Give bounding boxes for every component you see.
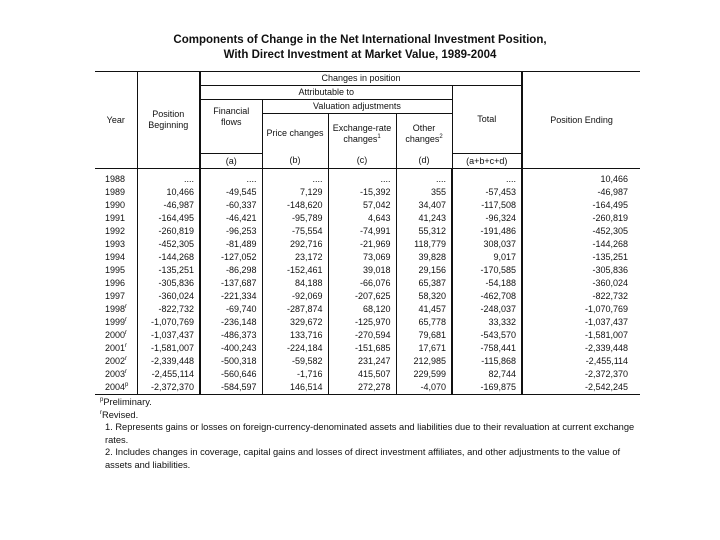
table-row [95,303,640,316]
table-row [95,277,640,290]
table-row [95,381,640,395]
value-cell: -486,373 [200,329,262,342]
value-cell: -60,337 [200,199,262,212]
table-row [95,368,640,381]
value-cell: -115,868 [452,355,522,368]
value-cell: -137,687 [200,277,262,290]
table-subtitle: With Direct Investment at Market Value, 1989-2004 [223,49,497,61]
value-cell: -822,732 [522,290,640,303]
value-cell: -822,732 [137,303,200,316]
value-cell: -270,594 [328,329,396,342]
value-cell: -2,455,114 [137,368,200,381]
table-row [95,212,640,225]
value-cell: 9,017 [452,251,522,264]
value-cell: 34,407 [396,199,452,212]
year-cell: 1999$^r$ [95,316,137,329]
value-cell: -305,836 [137,277,200,290]
table-row [95,199,640,212]
value-cell: 68,120 [328,303,396,316]
value-cell: -221,334 [200,290,262,303]
value-cell: 73,069 [328,251,396,264]
value-cell: -2,372,370 [137,381,200,395]
value-cell: -164,495 [137,212,200,225]
table-title: Components of Change in the Net International Investment Position, [173,34,547,46]
value-cell: -1,037,437 [137,329,200,342]
value-cell: 292,716 [262,238,328,251]
table-row [95,290,640,303]
year-cell: 1994 [95,251,137,264]
value-cell: -15,392 [328,186,396,199]
value-cell: -2,372,370 [522,368,640,381]
table-row [95,186,640,199]
table-row [95,225,640,238]
value-cell: -57,453 [452,186,522,199]
table-row [95,251,640,264]
value-cell: 329,672 [262,316,328,329]
value-cell: 65,387 [396,277,452,290]
header-ending: Position Ending [522,72,640,169]
value-cell: -96,253 [200,225,262,238]
header-total: Total [452,86,522,154]
value-cell: -144,268 [522,238,640,251]
value-cell: -127,052 [200,251,262,264]
value-cell: .... [262,169,328,187]
value-cell: 57,042 [328,199,396,212]
value-cell: 231,247 [328,355,396,368]
value-cell: 65,778 [396,316,452,329]
value-cell: -360,024 [522,277,640,290]
value-cell: -400,243 [200,342,262,355]
value-cell: 118,779 [396,238,452,251]
value-cell: 308,037 [452,238,522,251]
value-cell: 82,744 [452,368,522,381]
value-cell: -151,685 [328,342,396,355]
table-row [95,238,640,251]
value-cell: 272,278 [328,381,396,395]
value-cell: -248,037 [452,303,522,316]
value-cell: -169,875 [452,381,522,395]
value-cell: 229,599 [396,368,452,381]
value-cell: -81,489 [200,238,262,251]
table-row [95,169,640,187]
header-beginning: Position Beginning [137,72,200,169]
table-container [95,71,640,471]
header-valuation: Valuation adjustments [262,100,452,114]
value-cell: 146,514 [262,381,328,395]
year-cell: 2000$^r$ [95,329,137,342]
value-cell: -2,455,114 [522,355,640,368]
year-cell: 2002$^r$ [95,355,137,368]
year-cell: 1998$^r$ [95,303,137,316]
value-cell: -92,069 [262,290,328,303]
value-cell: .... [396,169,452,187]
value-cell: -2,339,448 [137,355,200,368]
header-attributable: Attributable to [200,86,452,100]
value-cell: -49,545 [200,186,262,199]
value-cell: 4,643 [328,212,396,225]
value-cell: -462,708 [452,290,522,303]
value-cell: 84,188 [262,277,328,290]
year-cell: 1996 [95,277,137,290]
value-cell: -260,819 [137,225,200,238]
value-cell: 212,985 [396,355,452,368]
header-price: Price changes [262,114,328,154]
year-cell: 1997 [95,290,137,303]
value-cell: 355 [396,186,452,199]
header-sum: (a+b+c+d) [452,154,522,169]
value-cell: -1,716 [262,368,328,381]
value-cell: -236,148 [200,316,262,329]
year-cell: 1992 [95,225,137,238]
value-cell: .... [452,169,522,187]
value-cell: -543,570 [452,329,522,342]
value-cell: -95,789 [262,212,328,225]
value-cell: -500,318 [200,355,262,368]
note-revised: $^r$Revised. [100,409,139,420]
investment-position-table [95,71,640,395]
value-cell: -66,076 [328,277,396,290]
header-financial: Financial flows [200,100,262,154]
value-cell: .... [200,169,262,187]
value-cell: 39,018 [328,264,396,277]
value-cell: .... [328,169,396,187]
year-cell: 1995 [95,264,137,277]
value-cell: -125,970 [328,316,396,329]
value-cell: -1,581,007 [522,329,640,342]
year-cell: 1990 [95,199,137,212]
value-cell: -4,070 [396,381,452,395]
header-exchange: Exchange-rate changes$^1$ [328,114,396,154]
note-2: 2. Includes changes in coverage, capital gains and losses of direct investment affiliates, and other adjustments to the value of assets and liabilities. [105,447,621,470]
value-cell: -117,508 [452,199,522,212]
value-cell: -452,305 [137,238,200,251]
value-cell: -560,646 [200,368,262,381]
table-row [95,264,640,277]
value-cell: -207,625 [328,290,396,303]
value-cell: -59,582 [262,355,328,368]
table-row [95,355,640,368]
value-cell: -164,495 [522,199,640,212]
value-cell: 23,172 [262,251,328,264]
value-cell: -86,298 [200,264,262,277]
table-row [95,316,640,329]
value-cell: 10,466 [137,186,200,199]
value-cell: 55,312 [396,225,452,238]
value-cell: -1,581,007 [137,342,200,355]
value-cell: 33,332 [452,316,522,329]
table-row [95,342,640,355]
value-cell: 39,828 [396,251,452,264]
value-cell: -46,421 [200,212,262,225]
value-cell: -21,969 [328,238,396,251]
header-other: Other changes$^2$ [396,114,452,154]
value-cell: -758,441 [452,342,522,355]
year-cell: 2003$^r$ [95,368,137,381]
header-changes: Changes in position [200,72,522,86]
value-cell: -260,819 [522,212,640,225]
value-cell: -287,874 [262,303,328,316]
value-cell: -54,188 [452,277,522,290]
value-cell: 29,156 [396,264,452,277]
header-c: (c) [328,154,396,169]
value-cell: 17,671 [396,342,452,355]
value-cell: -46,987 [137,199,200,212]
value-cell: 415,507 [328,368,396,381]
value-cell: -2,339,448 [522,342,640,355]
year-cell: 1993 [95,238,137,251]
value-cell: -452,305 [522,225,640,238]
value-cell: -224,184 [262,342,328,355]
footnotes [95,396,640,471]
value-cell: 41,243 [396,212,452,225]
value-cell: -46,987 [522,186,640,199]
note-preliminary: $^p$Preliminary. [100,396,152,407]
value-cell: 133,716 [262,329,328,342]
value-cell: -74,991 [328,225,396,238]
value-cell: -75,554 [262,225,328,238]
value-cell: -1,037,437 [522,316,640,329]
value-cell: -96,324 [452,212,522,225]
value-cell: -135,251 [137,264,200,277]
value-cell: 41,457 [396,303,452,316]
value-cell: .... [137,169,200,187]
year-cell: 1989 [95,186,137,199]
header-year: Year [95,72,137,169]
value-cell: -135,251 [522,251,640,264]
value-cell: -148,620 [262,199,328,212]
value-cell: -69,740 [200,303,262,316]
header-b: (b) [262,154,328,169]
value-cell: 7,129 [262,186,328,199]
value-cell: 58,320 [396,290,452,303]
value-cell: -152,461 [262,264,328,277]
value-cell: -360,024 [137,290,200,303]
value-cell: -144,268 [137,251,200,264]
value-cell: -305,836 [522,264,640,277]
header-d: (d) [396,154,452,169]
value-cell: -170,585 [452,264,522,277]
note-1: 1. Represents gains or losses on foreign-currency-denominated assets and liabilities due to their revaluation at current exchange rates. [105,422,635,445]
value-cell: -2,542,245 [522,381,640,395]
year-cell: 1991 [95,212,137,225]
value-cell: 79,681 [396,329,452,342]
value-cell: 10,466 [522,169,640,187]
header-a: (a) [200,154,262,169]
year-cell: 1988 [95,169,137,187]
year-cell: 2001$^r$ [95,342,137,355]
value-cell: -1,070,769 [522,303,640,316]
value-cell: -1,070,769 [137,316,200,329]
table-row [95,329,640,342]
year-cell: 2004$^p$ [95,381,137,395]
value-cell: -191,486 [452,225,522,238]
value-cell: -584,597 [200,381,262,395]
